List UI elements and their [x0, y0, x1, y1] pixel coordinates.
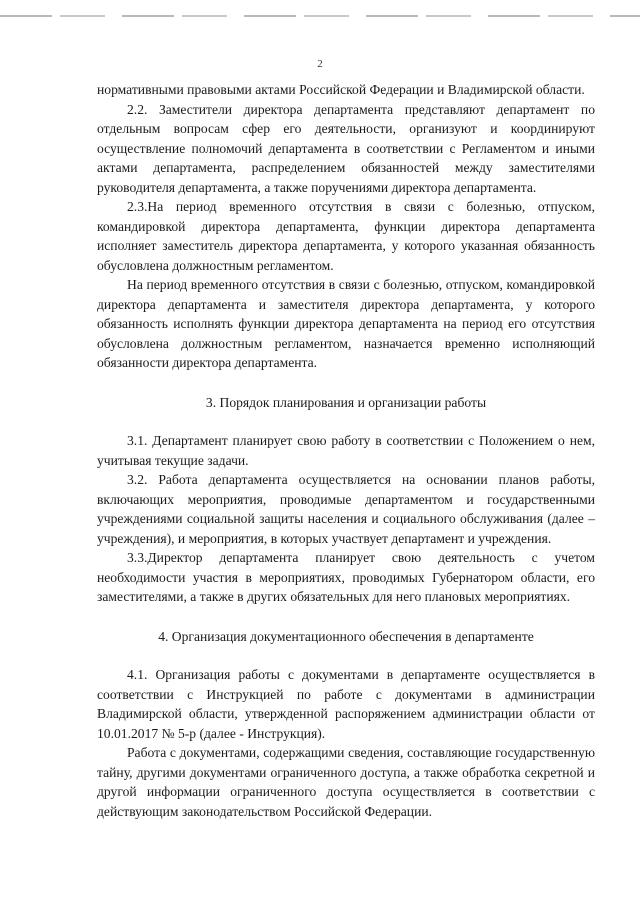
- section-3-heading: 3. Порядок планирования и организации работы: [205, 394, 487, 410]
- document-body: [97, 80, 595, 821]
- paragraph-3-3: 3.3.Директор департамента планирует свою деятельность с учетом необходимости участия в мероприятиях, проводимых Губернатором области, его заместителями, а также в других обязательных для него плановых мероприятиях.: [97, 550, 595, 604]
- paragraph-4-1: 4.1. Организация работы с документами в департаменте осуществляется в соответствии с Инструкцией по работе с документами в администрации Владимирской области, утвержденной распоряжением администрации области от 10.01.2017 № 5-р (далее - Инструкция).: [97, 667, 595, 741]
- paragraph-3-2: 3.2. Работа департамента осуществляется на основании планов работы, включающих мероприятия, проводимые департаментом и государственными учреждениями социальной защиты населения и социального обслуживания (далее – учреждения), и мероприятия, в которых участвует департамент и учреждения.: [97, 472, 595, 546]
- paragraph-2-3: 2.3.На период временного отсутствия в связи с болезнью, отпуском, командировкой директора департамента, функции директора департамента исполняет заместитель директора департамента, у которого указанная обязанность обусловлена должностным регламентом.: [97, 199, 595, 273]
- paragraph-3-1: 3.1. Департамент планирует свою работу в соответствии с Положением о нем, учитывая текущие задачи.: [97, 433, 595, 468]
- paragraph-4-1-cont: Работа с документами, содержащими сведения, составляющие государственную тайну, другими документами ограниченного доступа, а также обработка секретной и другой информации ограниченного доступа осуществляется в соответствии с действующим законодательством Российской Федерации.: [97, 745, 595, 819]
- paragraph-2-2: 2.2. Заместители директора департамента представляют департамент по отдельным вопросам сфер его деятельности, организуют и координируют осуществление полномочий департамента в соответствии с Регламентом и иными актами департамента, распределением обязанностей между заместителями руководителя департамента, а также поручениями директора департамента.: [97, 101, 595, 195]
- paragraph-2-3-cont: На период временного отсутствия в связи с болезнью, отпуском, командировкой директора департамента и заместителя директора департамента, у которого обязанность исполнять функции директора департамента на период его отсутствия обусловлена должностным регламентом, назначается временно исполняющий обязанности директора департамента.: [97, 277, 595, 370]
- section-4-heading: 4. Организация документационного обеспечения в департаменте: [158, 628, 534, 644]
- page-number: 2: [317, 58, 323, 70]
- scan-edge-line: [0, 15, 640, 17]
- paragraph-continuation: нормативными правовыми актами Российской Федерации и Владимирской области.: [97, 82, 585, 97]
